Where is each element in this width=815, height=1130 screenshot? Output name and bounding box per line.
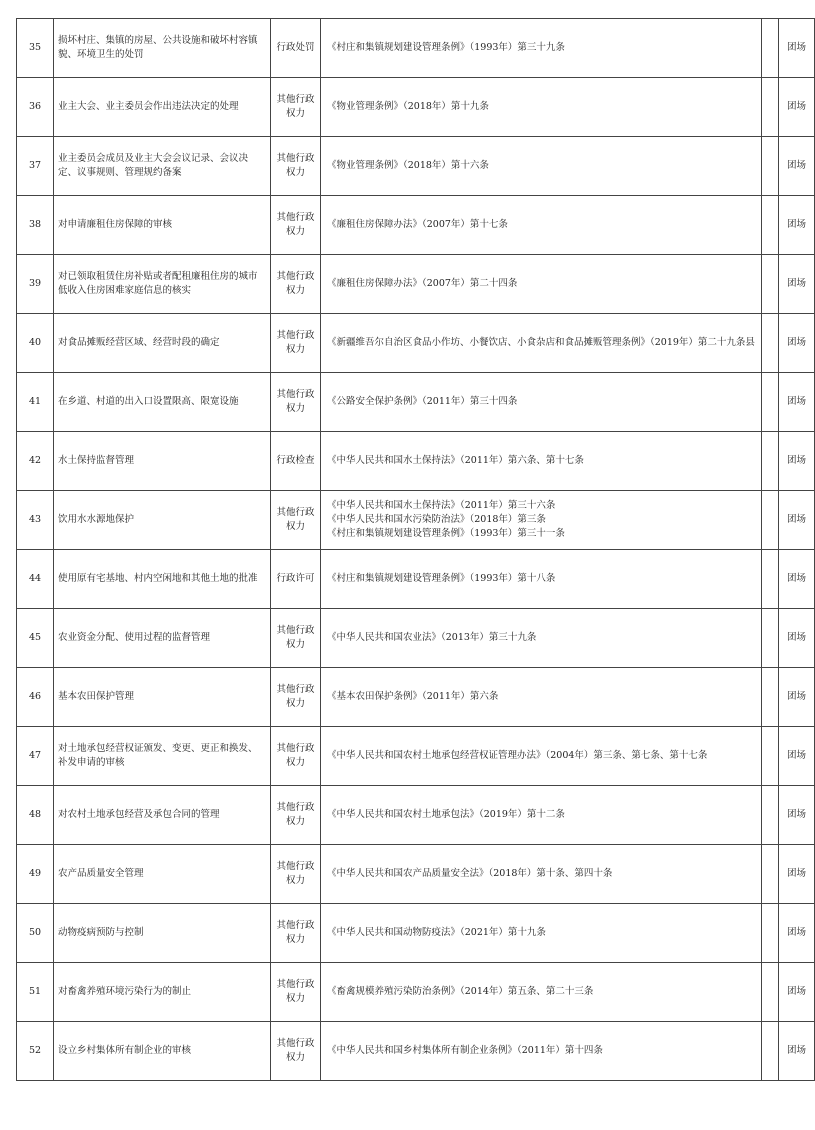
row-number: 42 bbox=[17, 432, 54, 491]
legal-basis bbox=[321, 373, 762, 432]
legal-basis bbox=[321, 432, 762, 491]
implementing-unit: 团场 bbox=[779, 845, 815, 904]
power-type: 其他行政权力 bbox=[271, 255, 321, 314]
legal-basis bbox=[321, 904, 762, 963]
item-name: 农业资金分配、使用过程的监督管理 bbox=[54, 609, 271, 668]
table-row bbox=[17, 1022, 815, 1081]
row-number: 39 bbox=[17, 255, 54, 314]
spacer-cell bbox=[762, 432, 779, 491]
power-type: 其他行政权力 bbox=[271, 196, 321, 255]
row-number: 44 bbox=[17, 550, 54, 609]
legal-basis-line: 《公路安全保护条例》（2011年）第三十四条 bbox=[327, 396, 518, 407]
spacer-cell bbox=[762, 137, 779, 196]
item-name: 对申请廉租住房保障的审核 bbox=[54, 196, 271, 255]
legal-basis-line: 《村庄和集镇规划建设管理条例》（1993年）第十八条 bbox=[327, 573, 556, 584]
item-name: 业主大会、业主委员会作出违法决定的处理 bbox=[54, 78, 271, 137]
spacer-cell bbox=[762, 373, 779, 432]
legal-basis-line: 《中华人民共和国动物防疫法》（2021年）第十九条 bbox=[327, 927, 546, 938]
implementing-unit: 团场 bbox=[779, 19, 815, 78]
legal-basis-line: 《廉租住房保障办法》（2007年）第十七条 bbox=[327, 219, 508, 230]
item-name: 动物疫病预防与控制 bbox=[54, 904, 271, 963]
spacer-cell bbox=[762, 19, 779, 78]
implementing-unit: 团场 bbox=[779, 963, 815, 1022]
item-name: 水土保持监督管理 bbox=[54, 432, 271, 491]
implementing-unit: 团场 bbox=[779, 78, 815, 137]
legal-basis bbox=[321, 727, 762, 786]
power-type: 其他行政权力 bbox=[271, 137, 321, 196]
item-name: 损坏村庄、集镇的房屋、公共设施和破坏村容镇貌、环境卫生的处罚 bbox=[54, 19, 271, 78]
legal-basis-line: 《廉租住房保障办法》（2007年）第二十四条 bbox=[327, 278, 518, 289]
power-type: 行政检查 bbox=[271, 432, 321, 491]
item-name: 设立乡村集体所有制企业的审核 bbox=[54, 1022, 271, 1081]
row-number: 50 bbox=[17, 904, 54, 963]
spacer-cell bbox=[762, 550, 779, 609]
item-name: 对土地承包经营权证颁发、变更、更正和换发、补发申请的审核 bbox=[54, 727, 271, 786]
row-number: 51 bbox=[17, 963, 54, 1022]
spacer-cell bbox=[762, 196, 779, 255]
legal-basis bbox=[321, 845, 762, 904]
row-number: 45 bbox=[17, 609, 54, 668]
row-number: 52 bbox=[17, 1022, 54, 1081]
item-name: 饮用水水源地保护 bbox=[54, 491, 271, 550]
legal-basis-line: 《中华人民共和国水污染防治法》（2018年）第三条 bbox=[327, 514, 546, 525]
implementing-unit: 团场 bbox=[779, 432, 815, 491]
legal-basis-line: 《中华人民共和国农村土地承包法》（2019年）第十二条 bbox=[327, 809, 565, 820]
legal-basis-line: 《新疆维吾尔自治区食品小作坊、小餐饮店、小食杂店和食品摊贩管理条例》（2019年）第二十九条县 bbox=[327, 337, 755, 348]
spacer-cell bbox=[762, 668, 779, 727]
spacer-cell bbox=[762, 845, 779, 904]
implementing-unit: 团场 bbox=[779, 137, 815, 196]
power-type: 行政许可 bbox=[271, 550, 321, 609]
legal-basis bbox=[321, 196, 762, 255]
legal-basis-line: 《基本农田保护条例》（2011年）第六条 bbox=[327, 691, 499, 702]
table-row bbox=[17, 786, 815, 845]
table-row bbox=[17, 904, 815, 963]
spacer-cell bbox=[762, 1022, 779, 1081]
power-type: 其他行政权力 bbox=[271, 727, 321, 786]
item-name: 对农村土地承包经营及承包合同的管理 bbox=[54, 786, 271, 845]
legal-basis bbox=[321, 963, 762, 1022]
spacer-cell bbox=[762, 904, 779, 963]
legal-basis bbox=[321, 78, 762, 137]
power-type: 其他行政权力 bbox=[271, 786, 321, 845]
implementing-unit: 团场 bbox=[779, 668, 815, 727]
implementing-unit: 团场 bbox=[779, 255, 815, 314]
power-type: 其他行政权力 bbox=[271, 668, 321, 727]
legal-basis-line: 《中华人民共和国农产品质量安全法》（2018年）第十条、第四十条 bbox=[327, 868, 613, 879]
legal-basis-line: 《中华人民共和国乡村集体所有制企业条例》（2011年）第十四条 bbox=[327, 1045, 603, 1056]
implementing-unit: 团场 bbox=[779, 491, 815, 550]
legal-basis-line: 《中华人民共和国农业法》（2013年）第三十九条 bbox=[327, 632, 537, 643]
legal-basis-line: 《物业管理条例》（2018年）第十六条 bbox=[327, 160, 489, 171]
row-number: 35 bbox=[17, 19, 54, 78]
power-type: 其他行政权力 bbox=[271, 314, 321, 373]
implementing-unit: 团场 bbox=[779, 609, 815, 668]
power-type: 其他行政权力 bbox=[271, 904, 321, 963]
legal-basis bbox=[321, 550, 762, 609]
item-name: 基本农田保护管理 bbox=[54, 668, 271, 727]
legal-basis bbox=[321, 609, 762, 668]
legal-basis-line: 《中华人民共和国水土保持法》（2011年）第三十六条 bbox=[327, 500, 556, 511]
row-number: 46 bbox=[17, 668, 54, 727]
table-row bbox=[17, 963, 815, 1022]
implementing-unit: 团场 bbox=[779, 550, 815, 609]
implementing-unit: 团场 bbox=[779, 904, 815, 963]
legal-basis bbox=[321, 137, 762, 196]
item-name: 使用原有宅基地、村内空闲地和其他土地的批准 bbox=[54, 550, 271, 609]
power-type: 其他行政权力 bbox=[271, 609, 321, 668]
implementing-unit: 团场 bbox=[779, 373, 815, 432]
row-number: 49 bbox=[17, 845, 54, 904]
item-name: 业主委员会成员及业主大会会议记录、会议决定、议事规则、管理规约备案 bbox=[54, 137, 271, 196]
power-type: 行政处罚 bbox=[271, 19, 321, 78]
legal-basis-line: 《中华人民共和国水土保持法》（2011年）第六条、第十七条 bbox=[327, 455, 584, 466]
power-type: 其他行政权力 bbox=[271, 78, 321, 137]
table-row bbox=[17, 609, 815, 668]
table-row bbox=[17, 432, 815, 491]
row-number: 38 bbox=[17, 196, 54, 255]
row-number: 40 bbox=[17, 314, 54, 373]
implementing-unit: 团场 bbox=[779, 727, 815, 786]
table-row bbox=[17, 373, 815, 432]
table-row bbox=[17, 668, 815, 727]
row-number: 41 bbox=[17, 373, 54, 432]
spacer-cell bbox=[762, 78, 779, 137]
legal-basis-line: 《物业管理条例》（2018年）第十九条 bbox=[327, 101, 489, 112]
power-type: 其他行政权力 bbox=[271, 845, 321, 904]
power-type: 其他行政权力 bbox=[271, 491, 321, 550]
implementing-unit: 团场 bbox=[779, 196, 815, 255]
spacer-cell bbox=[762, 609, 779, 668]
spacer-cell bbox=[762, 963, 779, 1022]
table-row bbox=[17, 491, 815, 550]
row-number: 43 bbox=[17, 491, 54, 550]
power-type: 其他行政权力 bbox=[271, 963, 321, 1022]
table-row bbox=[17, 78, 815, 137]
legal-basis bbox=[321, 786, 762, 845]
legal-basis bbox=[321, 255, 762, 314]
row-number: 37 bbox=[17, 137, 54, 196]
implementing-unit: 团场 bbox=[779, 786, 815, 845]
implementing-unit: 团场 bbox=[779, 1022, 815, 1081]
power-type: 其他行政权力 bbox=[271, 373, 321, 432]
legal-basis-line: 《村庄和集镇规划建设管理条例》（1993年）第三十一条 bbox=[327, 528, 565, 539]
row-number: 48 bbox=[17, 786, 54, 845]
item-name: 对已领取租赁住房补贴或者配租廉租住房的城市低收入住房困难家庭信息的核实 bbox=[54, 255, 271, 314]
legal-basis-line: 《中华人民共和国农村土地承包经营权证管理办法》（2004年）第三条、第七条、第十七条 bbox=[327, 750, 708, 761]
legal-basis bbox=[321, 491, 762, 550]
legal-basis-line: 《畜禽规模养殖污染防治条例》（2014年）第五条、第二十三条 bbox=[327, 986, 594, 997]
item-name: 对畜禽养殖环境污染行为的制止 bbox=[54, 963, 271, 1022]
legal-basis bbox=[321, 668, 762, 727]
table-row bbox=[17, 845, 815, 904]
table-row bbox=[17, 137, 815, 196]
table-row bbox=[17, 314, 815, 373]
spacer-cell bbox=[762, 786, 779, 845]
row-number: 47 bbox=[17, 727, 54, 786]
power-type: 其他行政权力 bbox=[271, 1022, 321, 1081]
legal-basis bbox=[321, 314, 762, 373]
implementing-unit: 团场 bbox=[779, 314, 815, 373]
spacer-cell bbox=[762, 255, 779, 314]
table-row bbox=[17, 255, 815, 314]
item-name: 在乡道、村道的出入口设置限高、限宽设施 bbox=[54, 373, 271, 432]
spacer-cell bbox=[762, 727, 779, 786]
powers-table bbox=[16, 18, 815, 1081]
item-name: 对食品摊贩经营区域、经营时段的确定 bbox=[54, 314, 271, 373]
spacer-cell bbox=[762, 314, 779, 373]
table-row bbox=[17, 550, 815, 609]
row-number: 36 bbox=[17, 78, 54, 137]
table-row bbox=[17, 727, 815, 786]
table-row bbox=[17, 19, 815, 78]
table-row bbox=[17, 196, 815, 255]
legal-basis bbox=[321, 1022, 762, 1081]
legal-basis bbox=[321, 19, 762, 78]
spacer-cell bbox=[762, 491, 779, 550]
item-name: 农产品质量安全管理 bbox=[54, 845, 271, 904]
table-body bbox=[17, 19, 815, 1081]
legal-basis-line: 《村庄和集镇规划建设管理条例》（1993年）第三十九条 bbox=[327, 42, 565, 53]
